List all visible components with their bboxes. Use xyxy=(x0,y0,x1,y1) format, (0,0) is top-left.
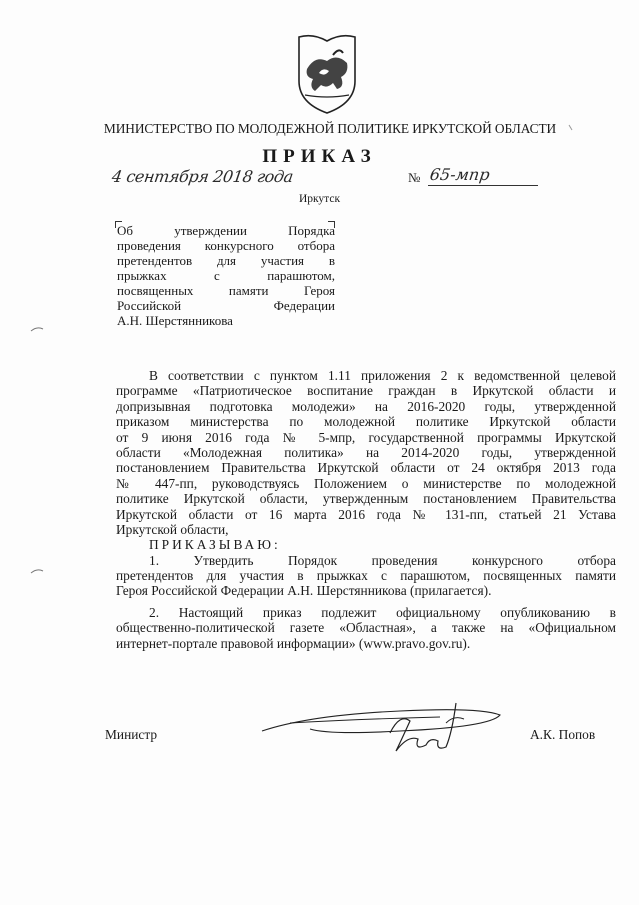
body-line: допризывная подготовка молодежи» на 2016-2020 годы, утвержденной xyxy=(116,398,616,414)
subject-line: Российской Федерации xyxy=(117,298,335,313)
item-2-line: интернет-портале правовой информации» (www.pravo.gov.ru). xyxy=(116,635,471,651)
document-type-title: ПРИКАЗ xyxy=(262,146,377,167)
subject-line: А.Н. Шерстянникова xyxy=(117,313,233,328)
number-label: № xyxy=(408,170,421,185)
body-line: Иркутской области, xyxy=(116,521,229,537)
item-1-line: 1. Утвердить Порядок проведения конкурсного отбора xyxy=(149,552,616,568)
number-underline xyxy=(428,185,538,186)
body-line: № 447-пп, руководствуясь Положением о министерстве по молодежной xyxy=(116,475,616,491)
handwritten-number: 65-мпр xyxy=(428,165,491,184)
irkutsk-coat-of-arms-icon xyxy=(293,33,361,115)
body-line: приказом министерства по молодежной политике Иркутской области xyxy=(116,414,616,430)
body-line: области «Молодежная политика» на 2014-2020 годы, утвержденной xyxy=(116,444,616,460)
handwritten-signature xyxy=(250,693,510,769)
subject-line: проведения конкурсного отбора xyxy=(117,238,335,253)
item-1-line: Героя Российской Федерации А.Н. Шерстянникова (прилагается). xyxy=(116,583,492,599)
scan-mark xyxy=(30,326,44,332)
body-line: Иркутской области от 16 марта 2016 года № 131-пп, статьей 21 Устава xyxy=(116,506,616,522)
subject-line: посвященных памяти Героя xyxy=(117,283,335,298)
body-line: постановлением Правительства Иркутской области от 24 октября 2013 года xyxy=(116,460,616,476)
ministry-name: МИНИСТЕРСТВО ПО МОЛОДЕЖНОЙ ПОЛИТИКЕ ИРКУТСКОЙ ОБЛАСТИ xyxy=(103,121,557,136)
item-1-line: претендентов для участия в прыжках с парашютом, посвященных памяти xyxy=(116,568,616,584)
subject-line: претендентов для участия в xyxy=(117,253,335,268)
signer-title: Министр xyxy=(105,727,158,742)
item-2-line: 2. Настоящий приказ подлежит официальному опубликованию в xyxy=(149,604,616,620)
body-line: политике Иркутской области, утвержденным постановлением Правительства xyxy=(116,491,616,507)
body-line: В соответствии с пунктом 1.11 приложения 2 к ведомственной целевой xyxy=(149,368,616,383)
subject-line: прыжках с парашютом, xyxy=(117,268,335,283)
body-line: программе «Патриотическое воспитание граждан в Иркутской области и xyxy=(116,383,616,399)
subject-line: Об утверждении Порядка xyxy=(117,223,335,238)
item-2-line: общественно-политической газете «Областная», а также на «Официальном xyxy=(116,620,616,636)
body-line: от 9 июня 2016 года № 5-мпр, государственной программы Иркутской xyxy=(116,429,616,445)
scan-mark xyxy=(568,124,574,132)
scan-mark xyxy=(30,568,44,574)
order-subject xyxy=(117,223,335,328)
signer-name: А.К. Попов xyxy=(530,727,596,742)
order-body xyxy=(116,368,616,651)
order-word: ПРИКАЗЫВАЮ: xyxy=(149,537,281,553)
order-number xyxy=(408,165,538,188)
handwritten-date: 4 сентября 2018 года xyxy=(110,167,295,186)
city-name: Иркутск xyxy=(298,193,341,205)
